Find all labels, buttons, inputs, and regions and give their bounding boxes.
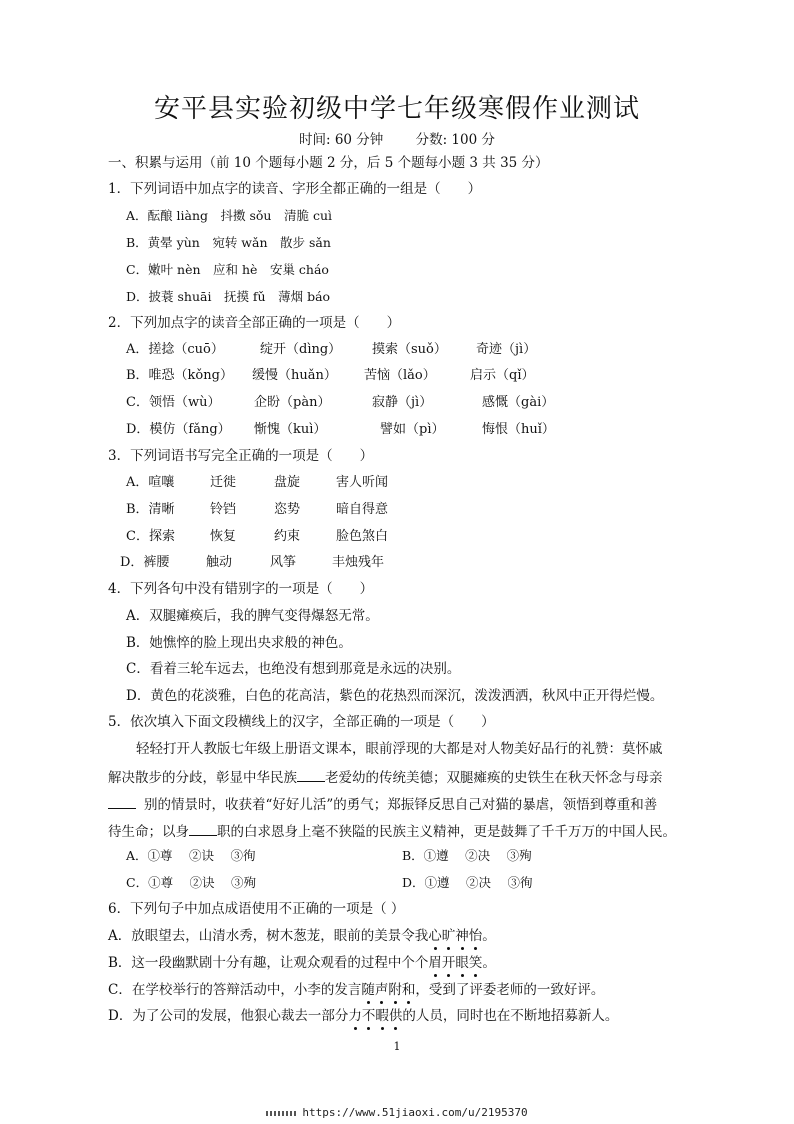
q2-d-2: 惭愧（kuì）	[254, 422, 327, 437]
q2-a-2: 绽开（dìng）	[260, 342, 342, 357]
q5-option-a: A．①尊 ②诀 ③徇	[126, 848, 256, 863]
q2-d-3: 譬如（pì）	[380, 422, 445, 437]
q3-b-2: 铃铛	[210, 502, 237, 517]
q2-a-4: 奇迹（jì）	[476, 342, 537, 357]
section-heading: 一、积累与运用（前 10 个题每小题 2 分，后 5 个题每小题 3 共 35 分）	[108, 155, 549, 171]
q5-passage-line-4: 待生命；以身 职的白求恩身上毫不狭隘的民族主义精神，更是鼓舞了千千万万的中国人民。	[108, 821, 676, 841]
q4-stem: 4．下列各句中没有错别字的一项是（ ）	[108, 581, 374, 597]
time-limit: 时间: 60 分钟	[298, 132, 384, 148]
page-number: 1	[393, 1040, 401, 1053]
emphasis-char: 随	[361, 982, 375, 998]
footer-url[interactable]: https://www.51jiaoxi.com/u/2195370	[302, 1106, 528, 1119]
emphasis-char: 供	[388, 1008, 403, 1024]
q3-c-3: 约束	[274, 529, 301, 544]
q6-option-d: D．为了公司的发展，他狠心裁去一部分力不暇供的人员，同时也在不断地招募新人。	[108, 1008, 619, 1024]
q3-d-3: 风筝	[270, 555, 297, 570]
q2-a-1: A．搓捻（cuō）	[126, 342, 224, 357]
q3-c-4: 脸色煞白	[336, 529, 389, 544]
q2-b-2: 缓慢（huǎn）	[252, 368, 337, 383]
emphasis-char: 暇	[375, 1008, 389, 1024]
q3-a-4: 害人听闻	[336, 475, 389, 490]
q3-d-2: 触动	[206, 555, 233, 570]
emphasis-char: 和	[401, 982, 416, 998]
emphasis-char: 力	[348, 1008, 362, 1024]
q5-passage-line-1: 轻轻打开人教版七年级上册语文课本，眼前浮现的大都是对人物美好品行的礼赞：莫怀戚	[136, 741, 663, 757]
q2-c-3: 寂静（jì）	[372, 395, 433, 410]
q3-b-1: B．清晰	[126, 502, 175, 517]
q5-stem: 5．依次填入下面文段横线上的汉字，全部正确的一项是（ ）	[108, 714, 495, 730]
q5-option-d: D．①遵 ②决 ③徇	[402, 875, 533, 890]
q3-a-1: A．喧嚷	[126, 475, 175, 490]
emphasis-char: 声	[374, 982, 389, 998]
q6-option-c: C．在学校举行的答辩活动中，小李的发言随声附和，受到了评委老师的一致好评。	[108, 982, 605, 998]
q4-option-d: D．黄色的花淡雅，白色的花高洁，紫色的花热烈而深沉，泼泼洒洒，秋风中正开得烂慢。	[126, 688, 664, 704]
q3-c-1: C．探索	[126, 529, 175, 544]
q6-option-b: B．这一段幽默剧十分有趣，让观众观看的过程中个个眉开眼笑。	[108, 955, 496, 971]
emphasis-char: 神	[455, 928, 469, 944]
emphasis-char: 怡	[468, 928, 483, 944]
q1-option-d: D．披蓑 shuāi 抚摸 fǔ 薄烟 báo	[126, 289, 331, 304]
q6-c-idiom	[361, 982, 415, 998]
q4-option-b: B．她憔悴的脸上现出央求般的神色。	[126, 635, 352, 651]
q5-passage-line-3: 别的情景时，收获着“好好儿活”的勇气；郑振铎反思自己对猫的暴虐，领悟到尊重和善	[108, 794, 657, 814]
q2-a-3: 摸索（suǒ）	[372, 342, 447, 357]
watermark-icon	[266, 1111, 296, 1116]
q2-c-1: C．领悟（wù）	[126, 395, 221, 410]
emphasis-char: 眼	[455, 955, 469, 971]
q3-c-2: 恢复	[210, 529, 237, 544]
exam-meta	[0, 128, 794, 148]
q2-c-4: 感慨（gài）	[482, 395, 555, 410]
q2-c-2: 企盼（pàn）	[254, 395, 331, 410]
emphasis-char: 旷	[441, 928, 456, 944]
emphasis-char: 不	[361, 1008, 376, 1024]
q4-option-c: C．看着三轮车远去，也绝没有想到那竟是永远的决别。	[126, 661, 461, 677]
exam-title: 安平县实验初级中学七年级寒假作业测试	[153, 94, 640, 124]
q2-b-3: 苦恼（lǎo）	[364, 368, 436, 383]
q2-b-4: 启示（qǐ）	[470, 368, 535, 383]
emphasis-char: 附	[388, 982, 402, 998]
q3-b-3: 恣势	[274, 502, 301, 517]
q6-stem: 6．下列句子中加点成语使用不正确的一项是（ ）	[108, 901, 405, 917]
q6-a-idiom	[428, 928, 482, 944]
blank-3	[189, 821, 217, 836]
q4-option-a: A．双腿瘫痪后，我的脾气变得爆怒无常。	[126, 608, 379, 624]
emphasis-char: 心	[428, 928, 442, 944]
footer-link[interactable]	[0, 1106, 794, 1119]
q2-d-1: D．模仿（fǎng）	[126, 422, 231, 437]
emphasis-char: 笑	[468, 955, 483, 971]
q2-stem: 2．下列加点字的读音全部正确的一项是（ ）	[108, 315, 401, 331]
q2-b-1: B．唯恐（kǒng）	[126, 368, 233, 383]
q3-a-2: 迁徙	[210, 475, 237, 490]
q3-a-3: 盘旋	[274, 475, 301, 490]
q6-d-idiom	[348, 1008, 402, 1024]
q5-option-c: C．①尊 ②诀 ③殉	[126, 875, 257, 890]
q1-stem: 1．下列词语中加点字的读音、字形全都正确的一组是（ ）	[108, 181, 482, 197]
q3-stem: 3．下列词语书写完全正确的一项是（ ）	[108, 448, 374, 464]
q1-option-a: A．酝酿 liàng 抖擞 sǒu 清脆 cuì	[126, 208, 332, 223]
q5-option-b: B．①遵 ②决 ③殉	[402, 848, 532, 863]
total-score: 分数: 100 分	[415, 132, 495, 148]
q6-b-idiom	[428, 955, 482, 971]
q2-d-4: 悔恨（huǐ）	[482, 422, 555, 437]
q1-option-b: B．黄晕 yùn 宛转 wǎn 散步 sǎn	[126, 235, 331, 250]
q1-option-c: C．嫩叶 nèn 应和 hè 安巢 cháo	[126, 262, 329, 277]
emphasis-char: 开	[441, 955, 456, 971]
q6-option-a: A．放眼望去，山清水秀，树木葱茏，眼前的美景令我心旷神怡。	[108, 928, 496, 944]
q3-d-4: 丰烛残年	[332, 555, 385, 570]
q3-b-4: 暗自得意	[336, 502, 389, 517]
blank-1	[297, 767, 325, 782]
emphasis-char: 眉	[428, 955, 442, 971]
q5-passage-line-2: 解决散步的分歧，彰显中华民族 老爱幼的传统美德；双腿瘫痪的史铁生在秋天怀念与母亲	[108, 767, 663, 787]
blank-2	[108, 794, 136, 809]
q3-d-1: D．裤腰	[120, 555, 170, 570]
